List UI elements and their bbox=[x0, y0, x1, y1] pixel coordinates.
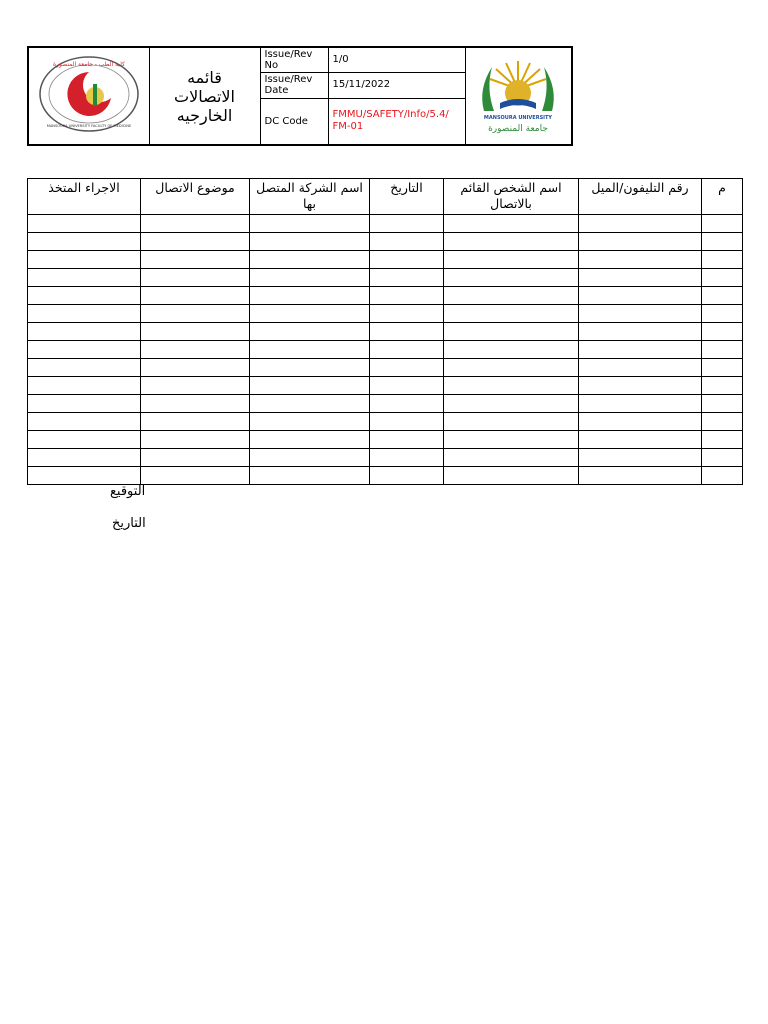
table-header-row bbox=[28, 179, 743, 215]
table-cell[interactable] bbox=[141, 323, 250, 341]
table-cell[interactable] bbox=[444, 251, 579, 269]
table-cell[interactable] bbox=[579, 413, 702, 431]
table-cell[interactable] bbox=[28, 431, 141, 449]
table-cell[interactable] bbox=[444, 233, 579, 251]
faculty-logo-text: كلية الطب - جامعة المنصورة bbox=[52, 61, 125, 68]
table-cell[interactable] bbox=[141, 341, 250, 359]
table-cell[interactable] bbox=[702, 413, 743, 431]
column-header-date: التاريخ bbox=[370, 179, 444, 215]
table-cell[interactable] bbox=[250, 269, 370, 287]
table-cell[interactable] bbox=[28, 449, 141, 467]
document-title bbox=[149, 47, 260, 145]
table-row bbox=[28, 233, 743, 251]
table-cell[interactable] bbox=[444, 377, 579, 395]
table-cell[interactable] bbox=[370, 431, 444, 449]
table-row bbox=[28, 269, 743, 287]
table-cell[interactable] bbox=[370, 467, 444, 485]
date-label: التاريخ bbox=[112, 516, 146, 531]
table-cell[interactable] bbox=[579, 323, 702, 341]
table-cell[interactable] bbox=[370, 251, 444, 269]
table-cell[interactable] bbox=[141, 395, 250, 413]
table-cell[interactable] bbox=[250, 449, 370, 467]
table-row bbox=[28, 341, 743, 359]
table-cell[interactable] bbox=[579, 449, 702, 467]
table-cell[interactable] bbox=[370, 233, 444, 251]
table-cell[interactable] bbox=[141, 359, 250, 377]
table-cell[interactable] bbox=[28, 359, 141, 377]
table-cell[interactable] bbox=[28, 251, 141, 269]
table-cell[interactable] bbox=[28, 233, 141, 251]
table-cell[interactable] bbox=[444, 449, 579, 467]
table-cell[interactable] bbox=[702, 233, 743, 251]
table-cell[interactable] bbox=[141, 233, 250, 251]
table-cell[interactable] bbox=[370, 377, 444, 395]
table-cell[interactable] bbox=[250, 305, 370, 323]
table-cell[interactable] bbox=[250, 359, 370, 377]
issue-rev-no-value: 1/0 bbox=[328, 47, 465, 72]
faculty-logo-cell bbox=[28, 47, 149, 145]
table-cell[interactable] bbox=[579, 269, 702, 287]
table-cell[interactable] bbox=[702, 431, 743, 449]
table-cell[interactable] bbox=[28, 377, 141, 395]
dc-code-value: FMMU/SAFETY/Info/5.4/ FM-01 bbox=[328, 98, 465, 145]
table-cell[interactable] bbox=[579, 287, 702, 305]
table-cell[interactable] bbox=[702, 251, 743, 269]
table-cell[interactable] bbox=[579, 215, 702, 233]
table-cell[interactable] bbox=[702, 395, 743, 413]
table-cell[interactable] bbox=[444, 305, 579, 323]
table-cell[interactable] bbox=[702, 377, 743, 395]
table-cell[interactable] bbox=[250, 251, 370, 269]
table-cell[interactable] bbox=[702, 305, 743, 323]
table-row bbox=[28, 215, 743, 233]
document-header bbox=[27, 46, 573, 146]
table-cell[interactable] bbox=[444, 287, 579, 305]
table-cell[interactable] bbox=[141, 215, 250, 233]
table-cell[interactable] bbox=[141, 467, 250, 485]
table-row bbox=[28, 413, 743, 431]
title-line-3: الخارجيه bbox=[176, 105, 233, 125]
external-contacts-table bbox=[27, 178, 743, 485]
table-body bbox=[28, 215, 743, 485]
table-cell[interactable] bbox=[579, 395, 702, 413]
table-cell[interactable] bbox=[250, 287, 370, 305]
table-cell[interactable] bbox=[702, 341, 743, 359]
column-header-contact-person: اسم الشخص القائم بالاتصال bbox=[444, 179, 579, 215]
table-cell[interactable] bbox=[370, 341, 444, 359]
table-row bbox=[28, 377, 743, 395]
table-cell[interactable] bbox=[370, 413, 444, 431]
column-header-action-taken: الاجراء المتخذ bbox=[28, 179, 141, 215]
table-cell[interactable] bbox=[579, 431, 702, 449]
table-cell[interactable] bbox=[141, 269, 250, 287]
table-cell[interactable] bbox=[444, 413, 579, 431]
table-cell[interactable] bbox=[579, 377, 702, 395]
table-cell[interactable] bbox=[141, 305, 250, 323]
table-cell[interactable] bbox=[250, 341, 370, 359]
table-cell[interactable] bbox=[579, 251, 702, 269]
table-cell[interactable] bbox=[579, 467, 702, 485]
university-logo-arabic: جامعة المنصورة bbox=[488, 124, 549, 134]
table-cell[interactable] bbox=[141, 251, 250, 269]
column-header-company: اسم الشركة المتصل بها bbox=[250, 179, 370, 215]
table-cell[interactable] bbox=[702, 323, 743, 341]
table-cell[interactable] bbox=[28, 287, 141, 305]
table-cell[interactable] bbox=[141, 377, 250, 395]
column-header-subject: موضوع الاتصال bbox=[141, 179, 250, 215]
table-row bbox=[28, 431, 743, 449]
table-cell[interactable] bbox=[250, 377, 370, 395]
table-row bbox=[28, 449, 743, 467]
issue-rev-date-value: 15/11/2022 bbox=[328, 72, 465, 98]
dc-code-label: DC Code bbox=[260, 98, 328, 145]
table-cell[interactable] bbox=[444, 359, 579, 377]
table-cell[interactable] bbox=[250, 467, 370, 485]
table-cell[interactable] bbox=[28, 269, 141, 287]
table-cell[interactable] bbox=[141, 413, 250, 431]
table-cell[interactable] bbox=[702, 269, 743, 287]
table-cell[interactable] bbox=[444, 467, 579, 485]
faculty-of-medicine-logo bbox=[37, 54, 141, 134]
table-cell[interactable] bbox=[250, 395, 370, 413]
table-cell[interactable] bbox=[702, 287, 743, 305]
title-line-2: الاتصالات bbox=[174, 86, 235, 106]
issue-rev-date-label: Issue/Rev Date bbox=[260, 72, 328, 98]
table-cell[interactable] bbox=[141, 431, 250, 449]
table-cell[interactable] bbox=[370, 395, 444, 413]
table-cell[interactable] bbox=[579, 359, 702, 377]
table-cell[interactable] bbox=[370, 269, 444, 287]
table-cell[interactable] bbox=[250, 431, 370, 449]
table-cell[interactable] bbox=[702, 467, 743, 485]
table-row bbox=[28, 395, 743, 413]
table-row bbox=[28, 251, 743, 269]
table-cell[interactable] bbox=[250, 215, 370, 233]
table-cell[interactable] bbox=[370, 323, 444, 341]
table-cell[interactable] bbox=[250, 233, 370, 251]
table-cell[interactable] bbox=[444, 395, 579, 413]
table-cell[interactable] bbox=[579, 233, 702, 251]
table-cell[interactable] bbox=[444, 323, 579, 341]
table-cell[interactable] bbox=[444, 341, 579, 359]
title-line-1: قائمه bbox=[187, 67, 222, 87]
table-row bbox=[28, 467, 743, 485]
table-cell[interactable] bbox=[28, 323, 141, 341]
table-row bbox=[28, 323, 743, 341]
table-cell[interactable] bbox=[28, 341, 141, 359]
table-row bbox=[28, 287, 743, 305]
table-cell[interactable] bbox=[28, 305, 141, 323]
table-cell[interactable] bbox=[579, 341, 702, 359]
table-cell[interactable] bbox=[702, 215, 743, 233]
table-cell[interactable] bbox=[702, 359, 743, 377]
signature-label: التوقيع bbox=[110, 484, 146, 499]
table-cell[interactable] bbox=[579, 305, 702, 323]
table-cell[interactable] bbox=[250, 323, 370, 341]
faculty-logo-ring-text: MANSOURA UNIVERSITY FACULTY OF MEDICINE bbox=[46, 124, 131, 128]
table-cell[interactable] bbox=[370, 305, 444, 323]
university-logo-text: MANSOURA UNIVERSITY bbox=[484, 115, 553, 121]
table-cell[interactable] bbox=[444, 431, 579, 449]
university-logo-cell bbox=[465, 47, 572, 145]
mansoura-university-logo bbox=[470, 49, 566, 139]
column-header-serial: م bbox=[702, 179, 743, 215]
table-cell[interactable] bbox=[28, 467, 141, 485]
issue-rev-no-label: Issue/Rev No bbox=[260, 47, 328, 72]
table-row bbox=[28, 359, 743, 377]
table-cell[interactable] bbox=[28, 215, 141, 233]
table-cell[interactable] bbox=[370, 287, 444, 305]
table-cell[interactable] bbox=[28, 395, 141, 413]
table-cell[interactable] bbox=[702, 449, 743, 467]
table-cell[interactable] bbox=[370, 449, 444, 467]
table-cell[interactable] bbox=[370, 359, 444, 377]
table-cell[interactable] bbox=[28, 413, 141, 431]
table-cell[interactable] bbox=[141, 449, 250, 467]
column-header-phone-email: رقم التليفون/الميل bbox=[579, 179, 702, 215]
table-row bbox=[28, 305, 743, 323]
table-cell[interactable] bbox=[250, 413, 370, 431]
table-cell[interactable] bbox=[444, 269, 579, 287]
table-cell[interactable] bbox=[141, 287, 250, 305]
table-cell[interactable] bbox=[370, 215, 444, 233]
table-cell[interactable] bbox=[444, 215, 579, 233]
